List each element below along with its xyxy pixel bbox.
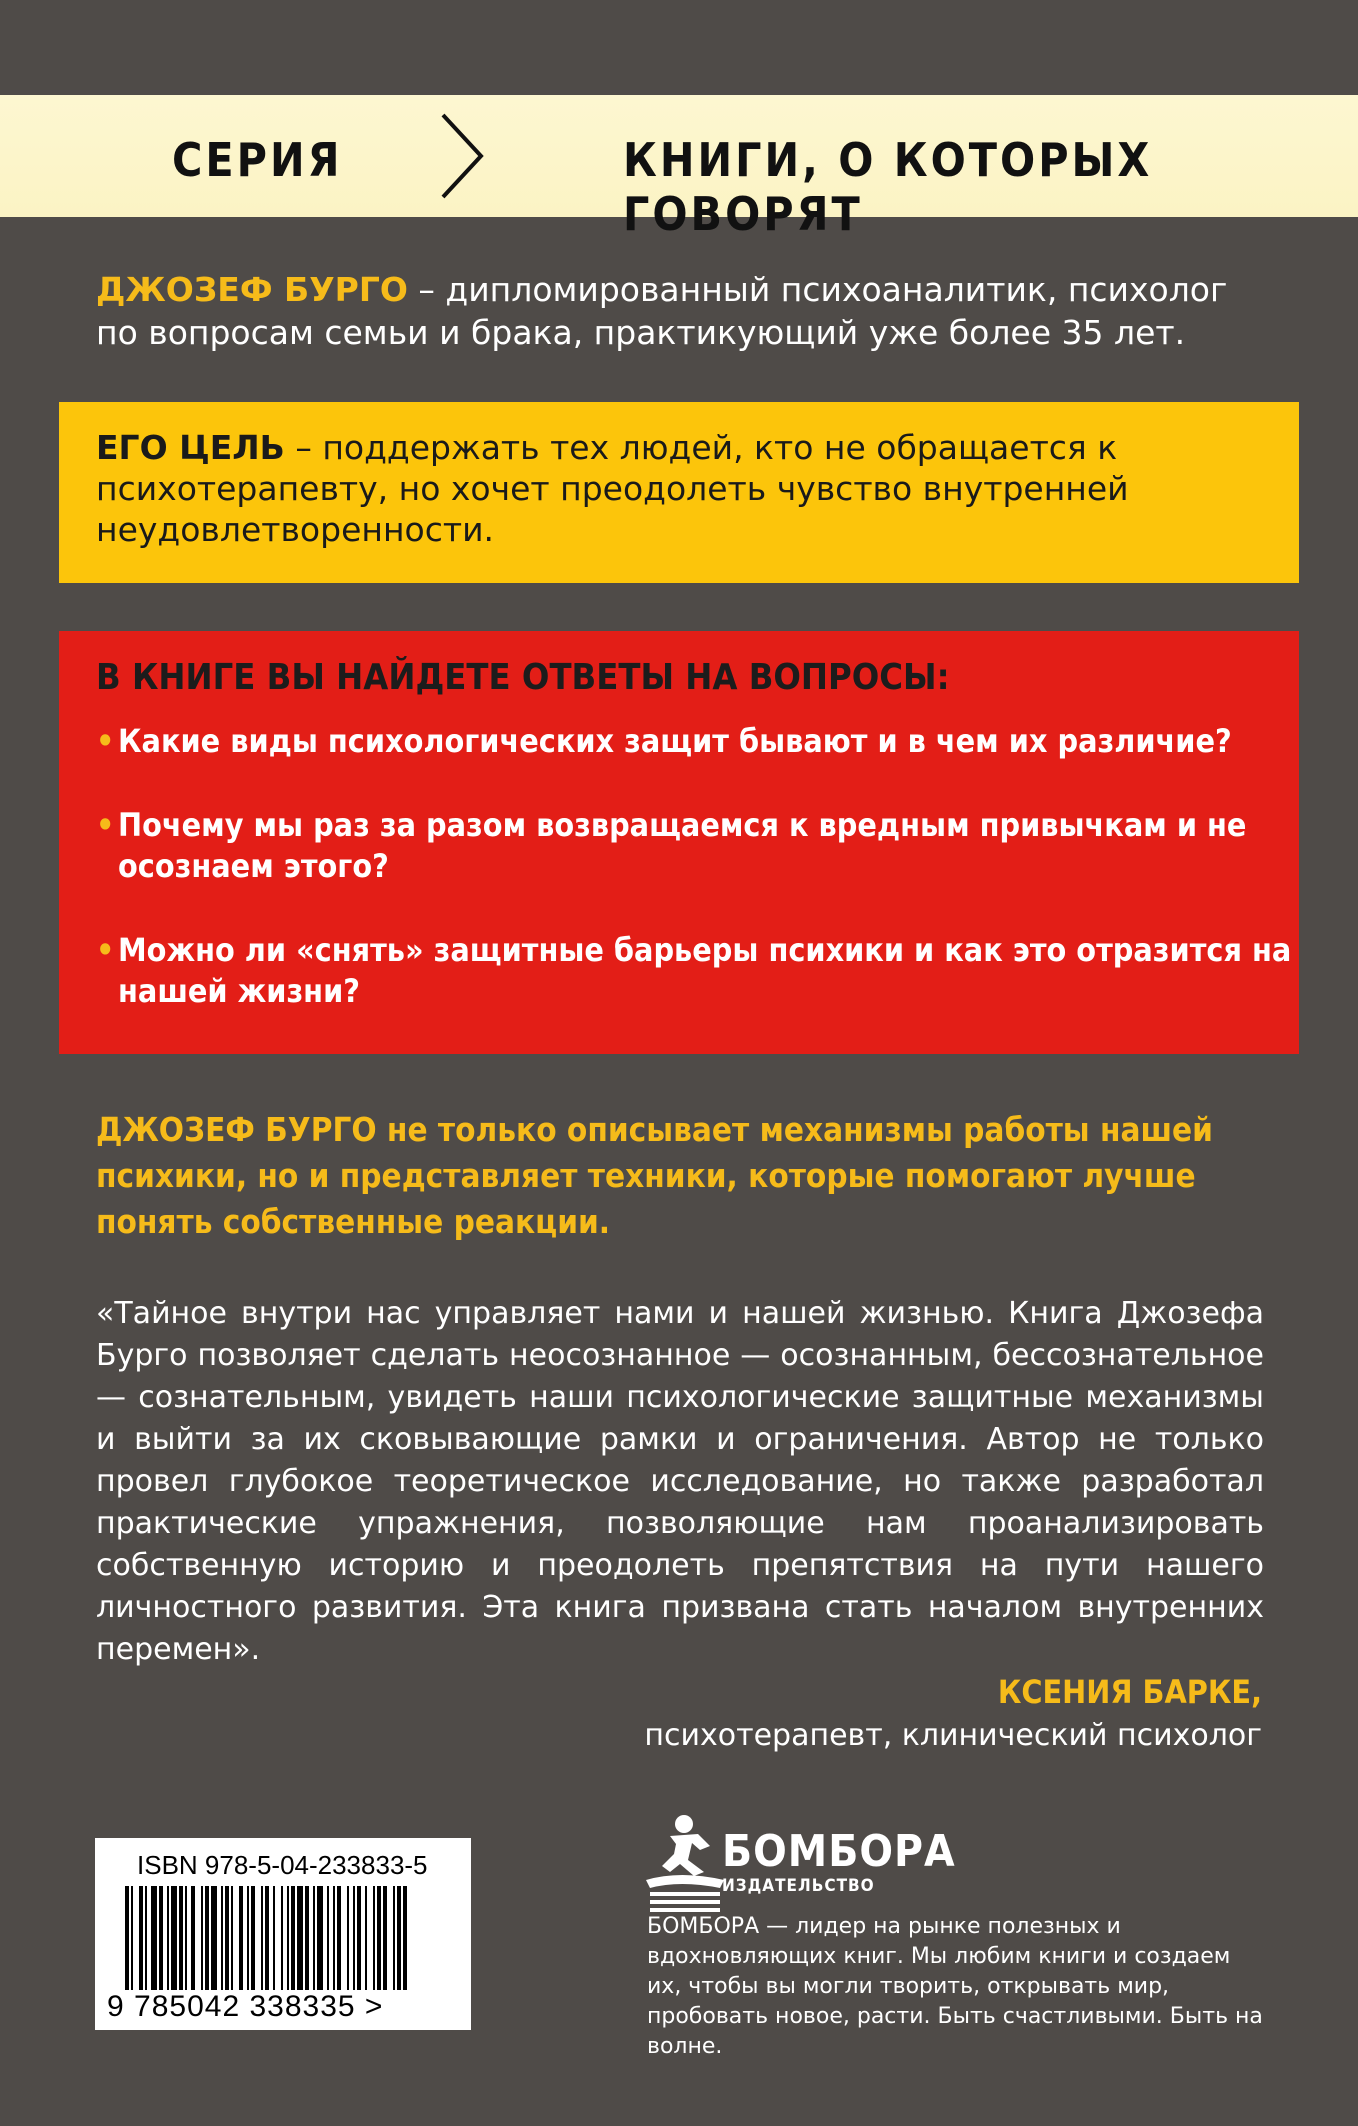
barcode-bar — [211, 1886, 217, 2004]
barcode-bar — [357, 1886, 361, 2004]
bullet-icon: • — [96, 806, 115, 844]
publisher-subtitle: ИЗДАТЕЛЬСТВО — [722, 1876, 875, 1896]
barcode-bar — [313, 1886, 315, 2004]
bullet-icon: • — [96, 722, 115, 760]
barcode-bar — [205, 1886, 209, 2004]
barcode-bar — [327, 1886, 329, 2004]
questions-box — [59, 631, 1299, 1054]
barcode-bar — [247, 1886, 249, 2004]
series-label: СЕРИЯ — [172, 133, 343, 187]
publisher-blurb: БОМБОРА — лидер на рынке полезных и вдохновляющих книг. Мы любим книги и создаем их, чтобы вы могли творить, открывать мир, пробовать новое, расти. Быть счастливыми. Быть на волне. — [647, 1914, 1263, 2059]
question-item — [96, 930, 1298, 1012]
goal-box — [59, 402, 1299, 583]
barcode-bar — [305, 1886, 309, 2004]
barcode-bar — [383, 1886, 387, 2004]
publisher-name: БОМБОРА — [722, 1826, 956, 1877]
barcode-bar — [333, 1886, 335, 2004]
barcode-bar — [239, 1886, 243, 2004]
barcode-bar — [377, 1886, 381, 2004]
review-quote: «Тайное внутри нас управляет нами и нашей жизнью. Книга Джозефа Бурго позволяет сделать неосознанное — осознанным, бессознательное — сознательным, увидеть наши психологические защитные механизмы и выйти за их сковывающие рамки и ограничения. Автор не только провел глубокое теоретическое исследование, но также разработал практические упражнения, позволяющие нам проанализировать собственную историю и преодолеть препятствия на пути нашего личностного развития. Эта книга призвана стать началом внутренних перемен». — [96, 1296, 1264, 1667]
highlight-text: ДЖОЗЕФ БУРГО не только описывает механизмы работы нашей психики, но и представляет техники, которые помогают лучше понять собственные реакции. — [96, 1110, 1213, 1241]
questions-heading: В КНИГЕ ВЫ НАЙДЕТЕ ОТВЕТЫ НА ВОПРОСЫ: — [96, 657, 950, 698]
barcode-bar — [179, 1886, 183, 2004]
chevron-right-icon — [437, 111, 487, 201]
barcode-bar — [139, 1886, 143, 2004]
barcode-bar — [393, 1886, 395, 2004]
barcode-bar — [159, 1886, 163, 2004]
barcode-bar — [261, 1886, 263, 2004]
barcode-bar — [273, 1886, 275, 2004]
barcode-bar — [191, 1886, 195, 2004]
barcode-bar — [151, 1886, 157, 2004]
quote-author: КСЕНИЯ БАРКЕ, — [997, 1673, 1262, 1711]
barcode-bars — [125, 1886, 445, 2004]
barcode-bar — [373, 1886, 375, 2004]
author-intro — [96, 268, 1266, 354]
barcode-bar — [297, 1886, 303, 2004]
isbn-number: ISBN 978-5-04-233833-5 — [137, 1850, 428, 1880]
barcode-bar — [347, 1886, 349, 2004]
barcode-bar — [291, 1886, 295, 2004]
question-text: Какие виды психологических защит бывают и в чем их различие? — [118, 722, 1232, 760]
question-text: Почему мы раз за разом возвращаемся к вредным привычкам и не осознаем этого? — [118, 806, 1247, 885]
barcode-bar — [353, 1886, 355, 2004]
question-text: Можно ли «снять» защитные барьеры психики и как это отразится на нашей жизни? — [118, 931, 1292, 1010]
author-name: ДЖОЗЕФ БУРГО — [96, 270, 408, 309]
goal-text — [96, 427, 1266, 550]
barcode-bar — [251, 1886, 255, 2004]
barcode-bar — [231, 1886, 233, 2004]
bullet-icon: • — [96, 931, 115, 969]
barcode-bar — [337, 1886, 341, 2004]
barcode-bar — [317, 1886, 323, 2004]
barcode-bar — [171, 1886, 177, 2004]
barcode-bar — [131, 1886, 133, 2004]
barcode-bar — [397, 1886, 401, 2004]
series-banner — [0, 95, 1358, 241]
barcode-bar — [145, 1886, 147, 2004]
goal-lead: ЕГО ЦЕЛЬ — [96, 428, 285, 467]
barcode-bar — [125, 1886, 129, 2004]
barcode-bar — [221, 1886, 223, 2004]
barcode-bar — [201, 1886, 203, 2004]
barcode-bar — [225, 1886, 229, 2004]
question-item — [96, 721, 1298, 762]
question-item — [96, 805, 1298, 887]
barcode-bar — [265, 1886, 269, 2004]
quote-author-role: психотерапевт, клинический психолог — [644, 1718, 1262, 1753]
goal-description: – поддержать тех людей, кто не обращается к психотерапевту, но хочет преодолеть чувство внутренней неудовлетворенности. — [96, 428, 1129, 549]
barcode-bar — [281, 1886, 283, 2004]
barcode-bar — [287, 1886, 289, 2004]
barcode-digits: 9 785042 338335 > — [107, 1990, 462, 2024]
series-name: КНИГИ, О КОТОРЫХ ГОВОРЯТ — [623, 133, 1153, 241]
barcode-bar — [403, 1886, 407, 2004]
barcode-bar — [167, 1886, 169, 2004]
barcode-bar — [185, 1886, 187, 2004]
barcode — [95, 1838, 471, 2030]
barcode-bar — [365, 1886, 367, 2004]
author-description: – дипломированный психоаналитик, психолог по вопросам семьи и брака, практикующий уже более 35 лет. — [96, 270, 1228, 352]
